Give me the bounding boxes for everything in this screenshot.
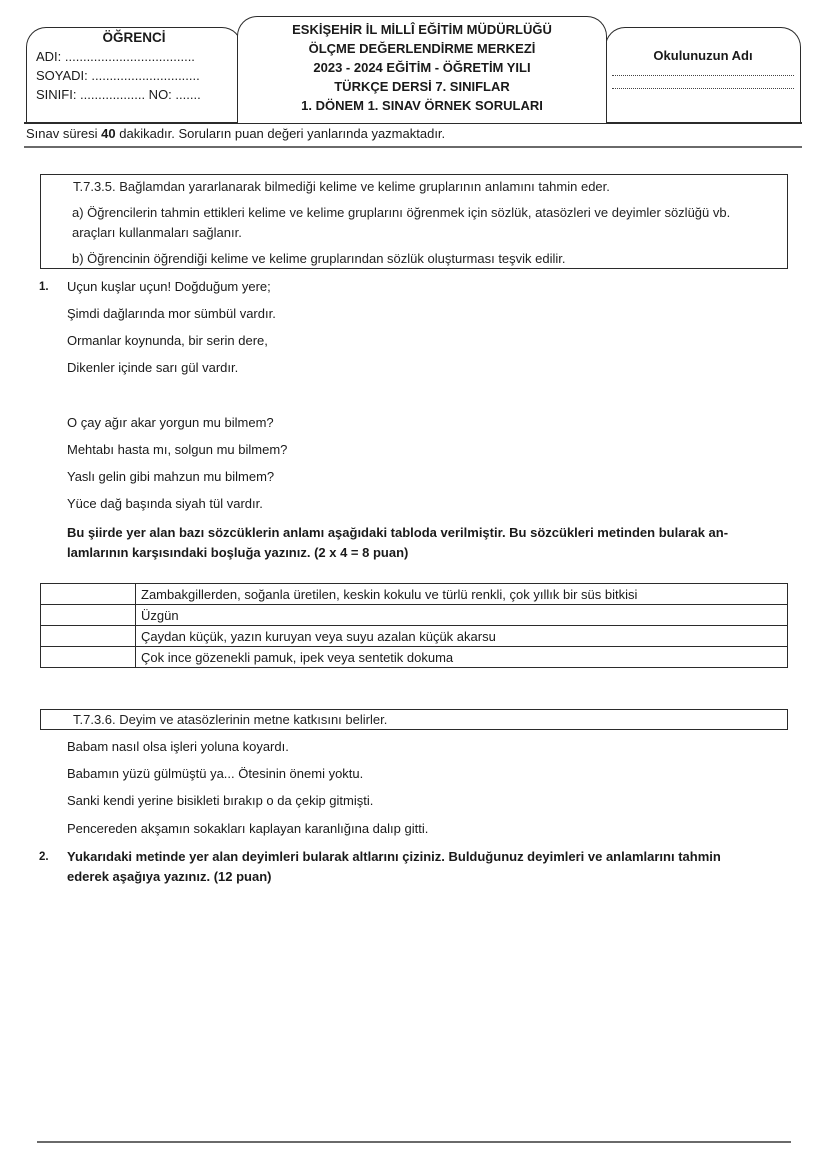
question-2-number: 2. bbox=[39, 851, 49, 863]
meaning-cell: Çaydan küçük, yazın kuruyan veya suyu azalan küçük akarsu bbox=[136, 626, 788, 647]
question-2-prompt-line1: Yukarıdaki metinde yer alan deyimleri bularak altlarını çiziniz. Bulduğunuz deyimleri ve anlamlarını tahmin bbox=[67, 849, 721, 864]
school-name-line-2[interactable] bbox=[612, 78, 794, 89]
poem-line: Ormanlar koynunda, bir serin dere, bbox=[67, 333, 268, 348]
title-line-course: TÜRKÇE DERSİ 7. SINIFLAR bbox=[334, 79, 510, 94]
footer-rule bbox=[37, 1141, 791, 1143]
duration-prefix: Sınav süresi bbox=[26, 126, 102, 141]
outcome-1-item-a bbox=[41, 203, 787, 243]
school-box-title: Okulunuzun Adı bbox=[653, 48, 753, 63]
answer-cell[interactable] bbox=[41, 647, 136, 668]
poem-line: O çay ağır akar yorgun mu bilmem? bbox=[67, 415, 274, 430]
exam-title-box bbox=[237, 16, 607, 123]
question-1-number: 1. bbox=[39, 281, 49, 293]
answer-cell[interactable] bbox=[41, 605, 136, 626]
text-sentence: Babamın yüzü gülmüştü ya... Ötesinin önemi yoktu. bbox=[67, 766, 364, 781]
poem-line: Uçun kuşlar uçun! Doğduğum yere; bbox=[67, 279, 271, 294]
poem-line: Şimdi dağlarında mor sümbül vardır. bbox=[67, 306, 276, 321]
student-info-box bbox=[26, 27, 242, 123]
table-row bbox=[41, 605, 788, 626]
word-meaning-table bbox=[40, 583, 788, 668]
question-1-prompt-line1: Bu şiirde yer alan bazı sözcüklerin anlamı aşağıdaki tabloda verilmiştir. Bu sözcükleri metinden bularak an- bbox=[67, 525, 729, 540]
poem-line: Mehtabı hasta mı, solgun mu bilmem? bbox=[67, 442, 288, 457]
learning-outcome-box-2 bbox=[40, 709, 788, 730]
question-1-prompt-line2: lamlarının karşısındaki boşluğa yazınız. (2 x 4 = 8 puan) bbox=[67, 545, 409, 560]
meaning-cell: Çok ince gözenekli pamuk, ipek veya sentetik dokuma bbox=[136, 647, 788, 668]
poem-line: Dikenler içinde sarı gül vardır. bbox=[67, 360, 239, 375]
class-number-field[interactable]: SINIFI: .................. NO: ....... bbox=[36, 87, 201, 102]
duration-suffix: dakikadır. Soruların puan değeri yanlarında yazmaktadır. bbox=[115, 126, 446, 141]
exam-duration-note bbox=[26, 126, 445, 141]
name-field[interactable]: ADI: .................................... bbox=[36, 49, 195, 64]
poem-line: Yüce dağ başında siyah tül vardır. bbox=[67, 496, 263, 511]
school-name-line-1[interactable] bbox=[612, 65, 794, 76]
outcome-1-item-a-line2: araçları kullanmaları sağlanır. bbox=[72, 225, 242, 240]
outcome-1-title: T.7.3.5. Bağlamdan yararlanarak bilmediği kelime ve kelime gruplarının anlamını tahmin eder. bbox=[73, 179, 610, 194]
title-line-center: ÖLÇME DEĞERLENDİRME MERKEZİ bbox=[308, 41, 536, 56]
question-2-prompt-line2: ederek aşağıya yazınız. (12 puan) bbox=[67, 869, 272, 884]
answer-cell[interactable] bbox=[41, 584, 136, 605]
meaning-cell: Üzgün bbox=[136, 605, 788, 626]
title-line-year: 2023 - 2024 EĞİTİM - ÖĞRETİM YILI bbox=[313, 60, 531, 75]
school-name-box bbox=[605, 27, 801, 123]
answer-cell[interactable] bbox=[41, 626, 136, 647]
table-row bbox=[41, 626, 788, 647]
instructions-rule bbox=[24, 146, 802, 148]
outcome-1-item-a-line1: a) Öğrencilerin tahmin ettikleri kelime ve kelime gruplarını öğrenmek için sözlük, atasözleri ve deyimler sözlüğü vb. bbox=[72, 205, 731, 220]
text-sentence: Sanki kendi yerine bisikleti bırakıp o da çekip gitmişti. bbox=[67, 793, 374, 808]
surname-field[interactable]: SOYADI: .............................. bbox=[36, 68, 200, 83]
title-line-exam: 1. DÖNEM 1. SINAV ÖRNEK SORULARI bbox=[301, 98, 543, 113]
title-line-directorate: ESKİŞEHİR İL MİLLÎ EĞİTİM MÜDÜRLÜĞÜ bbox=[292, 22, 552, 37]
text-sentence: Pencereden akşamın sokakları kaplayan karanlığına dalıp gitti. bbox=[67, 821, 429, 836]
outcome-2-title: T.7.3.6. Deyim ve atasözlerinin metne katkısını belirler. bbox=[73, 712, 388, 727]
text-sentence: Babam nasıl olsa işleri yoluna koyardı. bbox=[67, 739, 289, 754]
student-box-title: ÖĞRENCİ bbox=[102, 30, 166, 45]
meaning-cell: Zambakgillerden, soğanla üretilen, keskin kokulu ve türlü renkli, çok yıllık bir süs bitkisi bbox=[136, 584, 788, 605]
learning-outcome-box-1 bbox=[40, 174, 788, 269]
outcome-1-item-b: b) Öğrencinin öğrendiği kelime ve kelime gruplarından sözlük oluşturması teşvik edilir. bbox=[72, 251, 566, 266]
duration-minutes: 40 bbox=[101, 126, 116, 141]
table-row bbox=[41, 647, 788, 668]
question-2-prompt bbox=[67, 847, 789, 887]
question-1-prompt bbox=[67, 523, 789, 563]
poem-line: Yaslı gelin gibi mahzun mu bilmem? bbox=[67, 469, 275, 484]
table-row bbox=[41, 584, 788, 605]
